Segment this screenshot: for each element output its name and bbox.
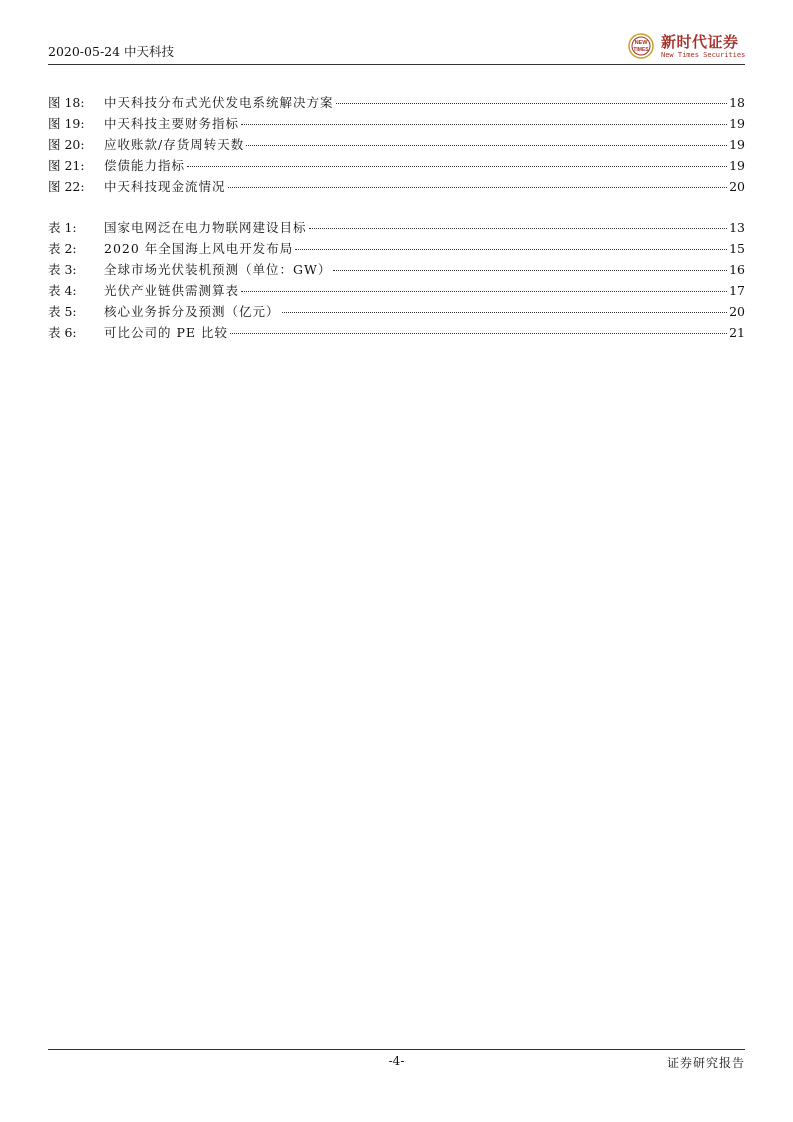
- toc-entry-page: 17: [729, 283, 745, 298]
- toc-entry-label: 图 18:: [48, 95, 85, 110]
- toc-entry-page: 13: [729, 220, 745, 235]
- toc-entry-title: 中天科技现金流情况: [104, 179, 226, 194]
- header-divider: [48, 64, 745, 65]
- toc-dot-leader: [282, 312, 728, 313]
- toc-dot-leader: [246, 145, 727, 146]
- footer-report-type: 证券研究报告: [666, 1056, 745, 1070]
- toc-dot-leader: [228, 187, 728, 188]
- toc-dot-leader: [295, 249, 727, 250]
- toc-entry[interactable]: [48, 218, 745, 239]
- toc-entry-page: 18: [729, 95, 745, 110]
- toc-entry-label: 图 22:: [48, 179, 85, 194]
- toc-entry-page: 20: [729, 304, 745, 319]
- toc-entry-label: 图 20:: [48, 137, 85, 152]
- toc-entry-page: 20: [729, 179, 745, 194]
- toc-entry-label: 表 1:: [48, 220, 77, 235]
- footer-divider: [48, 1049, 745, 1050]
- toc-entry-title: 中天科技分布式光伏发电系统解决方案: [104, 95, 334, 110]
- toc-entry-page: 21: [729, 325, 745, 340]
- toc-entry-title: 偿债能力指标: [104, 158, 186, 173]
- toc-entry-label: 表 2:: [48, 241, 77, 256]
- toc-dot-leader: [333, 270, 727, 271]
- toc-entry-title: 国家电网泛在电力物联网建设目标: [104, 220, 307, 235]
- logo-chinese-name: 新时代证券: [661, 33, 739, 51]
- toc-entry[interactable]: [48, 177, 745, 198]
- svg-text:NEW: NEW: [634, 40, 648, 46]
- toc-entry-label: 图 19:: [48, 116, 85, 131]
- toc-entry[interactable]: [48, 93, 745, 114]
- toc-entry-title: 全球市场光伏装机预测（单位：GW）: [104, 262, 332, 277]
- figure-list: [48, 93, 745, 198]
- toc-dot-leader: [336, 103, 728, 104]
- toc-entry-title: 2020 年全国海上风电开发布局: [104, 241, 294, 256]
- toc-entry-page: 15: [729, 241, 745, 256]
- new-times-logo-icon: [627, 32, 655, 60]
- toc-entry[interactable]: [48, 135, 745, 156]
- toc-entry-title: 光伏产业链供需测算表: [104, 283, 240, 298]
- toc-entry-label: 表 4:: [48, 283, 77, 298]
- toc-entry-label: 图 21:: [48, 158, 85, 173]
- toc-entry-title: 应收账款/存货周转天数: [104, 137, 245, 152]
- toc-entry[interactable]: [48, 281, 745, 302]
- footer-page-number: -4-: [388, 1054, 405, 1068]
- toc-entry[interactable]: [48, 114, 745, 135]
- toc-dot-leader: [241, 291, 727, 292]
- page-header: [48, 30, 745, 64]
- table-list: [48, 218, 745, 344]
- toc-entry-page: 19: [729, 116, 745, 131]
- toc-entry-title: 中天科技主要财务指标: [104, 116, 240, 131]
- company-logo: [627, 30, 745, 62]
- svg-text:TIMES: TIMES: [633, 47, 649, 53]
- toc-entry-page: 19: [729, 158, 745, 173]
- toc-dot-leader: [187, 166, 727, 167]
- toc-entry[interactable]: [48, 302, 745, 323]
- logo-english-name: New Times Securities: [661, 51, 746, 59]
- toc-dot-leader: [309, 228, 728, 229]
- toc-entry[interactable]: [48, 260, 745, 281]
- toc-entry-label: 表 6:: [48, 325, 77, 340]
- toc-entry-title: 可比公司的 PE 比较: [104, 325, 228, 340]
- toc-entry-label: 表 5:: [48, 304, 77, 319]
- toc-dot-leader: [241, 124, 727, 125]
- toc-entry-label: 表 3:: [48, 262, 77, 277]
- toc-entry-title: 核心业务拆分及预测（亿元）: [104, 304, 280, 319]
- toc-entry[interactable]: [48, 239, 745, 260]
- toc-entry-page: 16: [729, 262, 745, 277]
- toc-dot-leader: [230, 333, 727, 334]
- toc-entry[interactable]: [48, 323, 745, 344]
- toc-entry[interactable]: [48, 156, 745, 177]
- toc-entry-page: 19: [729, 137, 745, 152]
- header-date-company: 2020-05-24 中天科技: [48, 44, 175, 59]
